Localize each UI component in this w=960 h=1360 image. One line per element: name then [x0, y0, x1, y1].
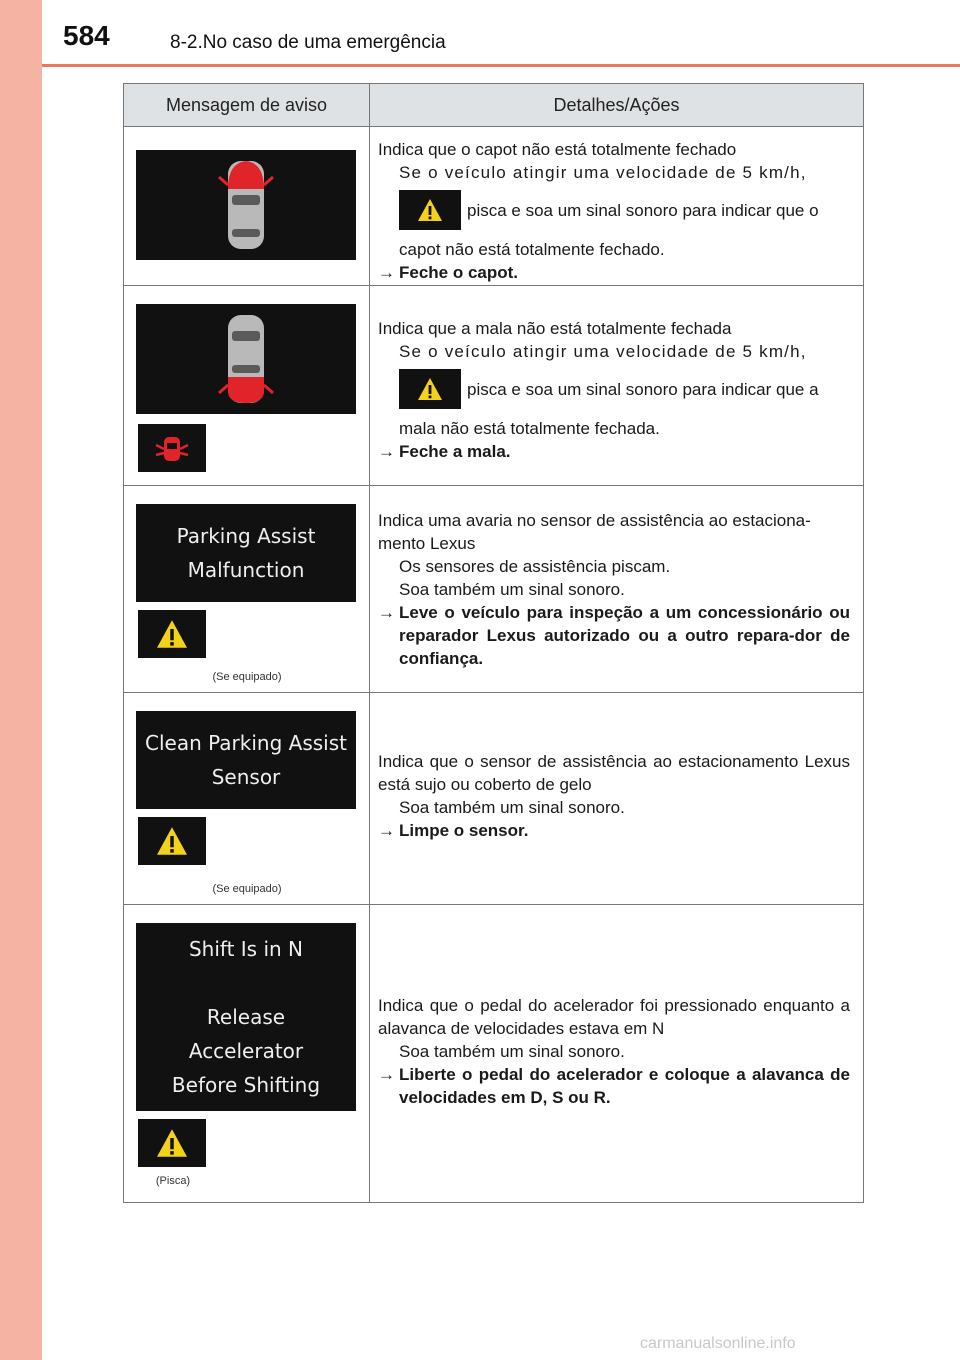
table-row	[124, 486, 864, 693]
detail-description: Indica que o capot não está totalmente fechado	[378, 140, 737, 159]
detail-text: Soa também um sinal sonoro.	[399, 1042, 625, 1061]
message-cell	[124, 486, 370, 693]
action-instruction: → Feche a mala.	[378, 442, 511, 461]
table-row	[124, 693, 864, 905]
arrow-icon: →	[378, 603, 395, 622]
details-cell	[370, 693, 864, 905]
clean-parking-assist-display	[136, 711, 356, 809]
arrow-icon: →	[378, 442, 395, 461]
section-title: 8-2.No caso de uma emergência	[170, 32, 446, 53]
warning-icon	[138, 1119, 206, 1167]
side-color-band	[0, 0, 42, 1360]
action-instruction: → Limpe o sensor.	[378, 821, 529, 840]
warning-icon	[138, 817, 206, 865]
message-cell	[124, 127, 370, 286]
car-door-red-icon	[152, 433, 192, 463]
arrow-icon: →	[378, 821, 395, 840]
details-cell	[370, 486, 864, 693]
detail-text: pisca e soa um sinal sonoro para indicar que o	[467, 200, 819, 220]
detail-text: Se o veículo atingir uma velocidade de 5 km/h,	[399, 342, 807, 361]
display-text: Parking Assist	[176, 524, 316, 548]
display-text: Before Shifting	[171, 1073, 321, 1097]
watermark: carmanualsonline.info	[640, 1335, 796, 1352]
display-text: Release	[206, 1005, 286, 1029]
blink-note: (Pisca)	[155, 1175, 191, 1187]
details-cell	[370, 127, 864, 286]
warning-icon	[138, 610, 206, 658]
details-cell	[370, 905, 864, 1203]
detail-text: capot não está totalmente fechado.	[399, 240, 665, 259]
display-text: Clean Parking Assist	[145, 731, 347, 755]
detail-text: Soa também um sinal sonoro.	[399, 580, 625, 599]
message-cell	[124, 286, 370, 486]
car-trunk-open-icon	[216, 309, 276, 409]
action-instruction: → Leve o veículo para inspeção a um concessionário ou reparador Lexus autorizado ou a outro repara-dor de confiança.	[378, 603, 850, 668]
action-instruction: → Feche o capot.	[378, 263, 519, 282]
display-text: Malfunction	[187, 558, 305, 582]
table-row	[124, 127, 864, 286]
arrow-icon: →	[378, 1065, 395, 1084]
warning-icon	[399, 190, 461, 230]
detail-description: Indica que a mala não está totalmente fechada	[378, 319, 732, 338]
message-cell	[124, 905, 370, 1203]
equipment-note: (Se equipado)	[212, 883, 282, 895]
warning-message-table	[123, 83, 864, 1203]
parking-assist-malfunction-display	[136, 504, 356, 602]
detail-text: Os sensores de assistência piscam.	[399, 557, 671, 576]
equipment-note: (Se equipado)	[212, 671, 282, 683]
hood-open-display	[136, 150, 356, 260]
car-hood-open-icon	[216, 155, 276, 255]
display-text: Shift Is in N	[188, 937, 304, 961]
door-open-warning-light	[138, 424, 206, 472]
action-instruction: → Liberte o pedal do acelerador e coloque a alavanca de velocidades em D, S ou R.	[378, 1065, 850, 1107]
detail-text: Se o veículo atingir uma velocidade de 5 km/h,	[399, 163, 807, 182]
column-header-message: Mensagem de aviso	[124, 84, 370, 127]
page-number: 584	[63, 20, 110, 51]
column-header-details: Detalhes/Ações	[370, 84, 864, 127]
detail-description: Indica que o pedal do acelerador foi pressionado enquanto a alavanca de velocidades estava em N	[378, 996, 850, 1038]
warning-icon	[399, 369, 461, 409]
detail-description: Indica que o sensor de assistência ao estacionamento Lexus está sujo ou coberto de gelo	[378, 752, 850, 794]
detail-text: Soa também um sinal sonoro.	[399, 798, 625, 817]
shift-in-n-display	[136, 923, 356, 1111]
trunk-open-display	[136, 304, 356, 414]
display-text: Sensor	[211, 765, 281, 789]
table-row	[124, 905, 864, 1203]
detail-description: Indica uma avaria no sensor de assistência ao estaciona-mento Lexus	[378, 511, 811, 553]
message-cell	[124, 693, 370, 905]
arrow-icon: →	[378, 263, 395, 282]
details-cell	[370, 286, 864, 486]
detail-text: pisca e soa um sinal sonoro para indicar que a	[467, 379, 819, 399]
detail-text: mala não está totalmente fechada.	[399, 419, 660, 438]
table-header-row	[124, 84, 864, 127]
table-row	[124, 286, 864, 486]
display-text: Accelerator	[188, 1039, 304, 1063]
header-rule	[42, 64, 960, 67]
